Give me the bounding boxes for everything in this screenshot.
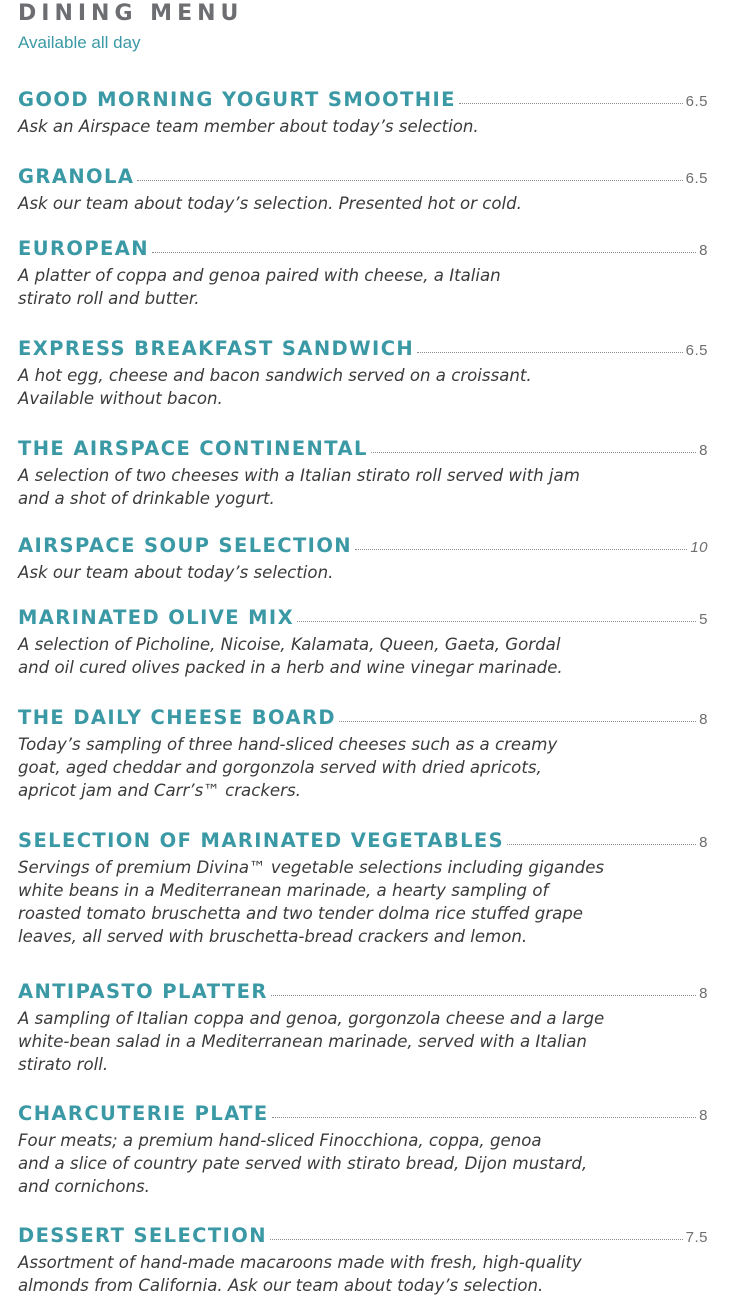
menu-item-granola xyxy=(18,163,708,215)
item-name: DESSERT SELECTION xyxy=(18,1224,267,1247)
item-price: 8 xyxy=(699,985,708,1002)
item-name: MARINATED OLIVE MIX xyxy=(18,606,295,629)
item-description: A sampling of Italian coppa and genoa, gorgonzola cheese and a large white-bean salad in a Mediterranean marinade, served with a Italian stirato roll. xyxy=(18,1009,605,1074)
menu-header xyxy=(18,0,243,54)
item-name: EUROPEAN xyxy=(18,237,149,260)
menu-item-express-breakfast-sandwich xyxy=(18,335,708,410)
item-price: 8 xyxy=(699,1107,708,1124)
item-price: 8 xyxy=(699,242,708,259)
item-name: SELECTION OF MARINATED VEGETABLES xyxy=(18,829,505,852)
menu-title: DINING MENU xyxy=(18,1,244,26)
menu-item-yogurt-smoothie xyxy=(18,86,708,138)
item-description: Assortment of hand-made macaroons made with fresh, high-quality almonds from California. Ask our team about today’s selection. xyxy=(18,1253,582,1295)
dot-leader xyxy=(459,103,683,104)
dot-leader xyxy=(355,549,687,550)
item-description: Ask our team about today’s selection. xyxy=(18,563,334,582)
dot-leader xyxy=(271,995,696,996)
menu-item-airspace-continental xyxy=(18,435,708,510)
menu-item-european xyxy=(18,235,708,310)
dot-leader xyxy=(152,252,696,253)
dot-leader xyxy=(507,844,696,845)
item-name: CHARCUTERIE PLATE xyxy=(18,1102,269,1125)
dot-leader xyxy=(297,621,696,622)
item-price: 6.5 xyxy=(685,93,708,110)
dot-leader xyxy=(137,180,682,181)
dot-leader xyxy=(339,721,696,722)
item-name: THE DAILY CHEESE BOARD xyxy=(18,706,336,729)
menu-item-daily-cheese-board xyxy=(18,704,708,802)
item-name: GRANOLA xyxy=(18,165,135,188)
item-description: A selection of Picholine, Nicoise, Kalamata, Queen, Gaeta, Gordal and oil cured olives packed in a herb and wine vinegar marinade. xyxy=(18,635,563,677)
item-name: AIRSPACE SOUP SELECTION xyxy=(18,534,353,557)
dot-leader xyxy=(417,352,683,353)
item-price: 10 xyxy=(690,539,708,556)
item-price: 6.5 xyxy=(685,170,708,187)
item-description: Ask our team about today’s selection. Presented hot or cold. xyxy=(18,194,522,213)
menu-item-charcuterie-plate xyxy=(18,1100,708,1198)
dot-leader xyxy=(371,452,696,453)
menu-item-antipasto-platter xyxy=(18,978,708,1076)
item-description: A selection of two cheeses with a Italian stirato roll served with jam and a shot of drinkable yogurt. xyxy=(18,466,580,508)
dot-leader xyxy=(270,1239,683,1240)
item-price: 8 xyxy=(699,834,708,851)
item-name: EXPRESS BREAKFAST SANDWICH xyxy=(18,337,415,360)
item-description: Servings of premium Divina™ vegetable selections including gigandes white beans in a Mediterranean marinade, a hearty sampling of roasted tomato bruschetta and two tender dolma rice stuffed grape leaves, all served with bruschetta-bread crackers and lemon. xyxy=(18,858,605,946)
item-name: THE AIRSPACE CONTINENTAL xyxy=(18,437,368,460)
item-description: A platter of coppa and genoa paired with cheese, a Italian stirato roll and butter. xyxy=(18,266,501,308)
item-description: Today’s sampling of three hand-sliced cheeses such as a creamy goat, aged cheddar and gorgonzola served with dried apricots, apricot jam and Carr’s™ crackers. xyxy=(18,735,558,800)
menu-item-marinated-olive-mix xyxy=(18,604,708,679)
item-price: 6.5 xyxy=(685,342,708,359)
menu-item-marinated-vegetables xyxy=(18,827,708,948)
item-price: 8 xyxy=(699,442,708,459)
item-name: ANTIPASTO PLATTER xyxy=(18,980,268,1003)
item-price: 8 xyxy=(699,711,708,728)
item-description: Ask an Airspace team member about today’s selection. xyxy=(18,117,479,136)
item-description: A hot egg, cheese and bacon sandwich served on a croissant. Available without bacon. xyxy=(18,366,532,408)
menu-item-soup-selection xyxy=(18,532,708,584)
dot-leader xyxy=(272,1117,697,1118)
menu-item-dessert-selection xyxy=(18,1222,708,1297)
item-name: GOOD MORNING YOGURT SMOOTHIE xyxy=(18,88,456,111)
item-description: Four meats; a premium hand-sliced Finocchiona, coppa, genoa and a slice of country pate served with stirato bread, Dijon mustard, and cornichons. xyxy=(18,1131,588,1196)
item-price: 7.5 xyxy=(685,1229,708,1246)
menu-subtitle: Available all day xyxy=(18,33,141,52)
item-price: 5 xyxy=(699,611,708,628)
